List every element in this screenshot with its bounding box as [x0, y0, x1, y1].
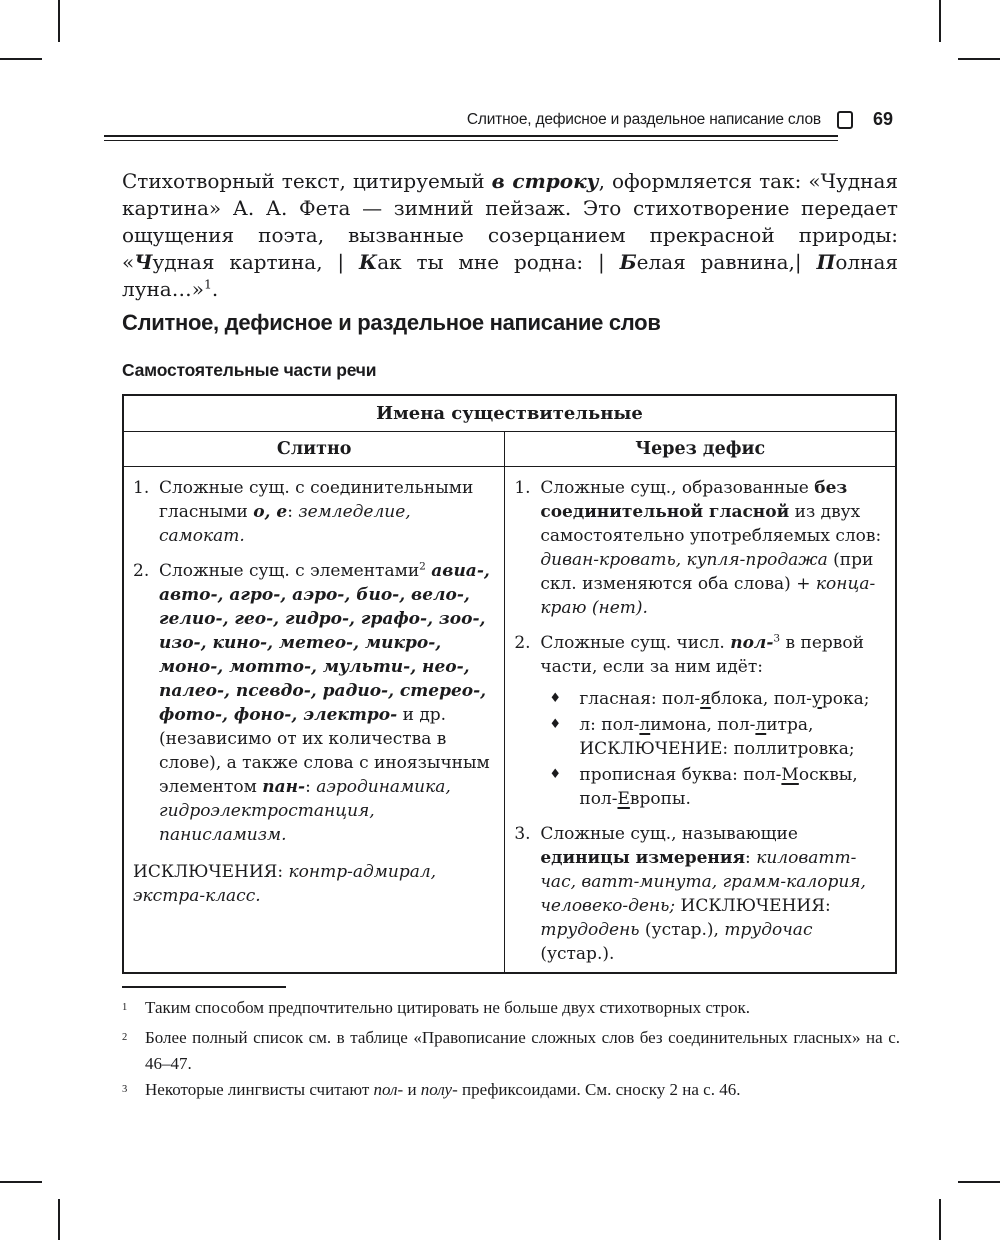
bullet-item	[540, 687, 885, 711]
bullet-text: гласная: пол-яблока, пол-урока;	[579, 689, 870, 709]
footnote-text: Более полный список см. в таблице «Правописание сложных слов без соединительных гласных» на с. 46–47.	[145, 1027, 900, 1073]
page-number: 69	[872, 109, 893, 129]
crop-mark-bottom-right-horizontal	[958, 1181, 1000, 1183]
footnote	[122, 1025, 900, 1077]
footnote-text: Некоторые лингвисты считают пол- и полу- префиксоидами. См. сноску 2 на с. 46.	[145, 1079, 741, 1099]
list-item	[514, 476, 885, 620]
list-item-text: Сложные сущ. с элементами$^2$ авиа-, авто-, агро-, аэро-, био-, вело-, гелио-, гео-, гидро-, графо-, зоо-, изо-, кино-, метео-, микро-, моно-, мотто-, мульти-, нео-, палео-, псевдо-, радио-, стерео-, фото-, фоно-, электро- и др. (независимо от их количества в слове), а также слова с иноязычным элементом пан-: аэродинамика, гидроэлектростанция, панисламизм.	[159, 560, 490, 845]
diamond-bullet-icon: ♦	[549, 767, 562, 782]
list-item-number: 1.	[514, 478, 531, 498]
diamond-bullet-icon: ♦	[549, 691, 562, 706]
cell-cherez-defis	[505, 467, 896, 974]
crop-mark-top-right-horizontal	[958, 58, 1000, 60]
diamond-bullet-icon: ♦	[549, 717, 562, 732]
column-header-slitno: Слитно	[123, 432, 505, 467]
header-rule	[104, 135, 838, 141]
bullet-text: прописная буква: пол-Москвы, пол-Европы.	[579, 765, 858, 809]
footnote-text: Таким способом предпочтительно цитировать не больше двух стихотворных строк.	[145, 998, 751, 1017]
bullet-list	[540, 687, 885, 811]
crop-mark-top-left-horizontal	[0, 58, 42, 60]
table-title: Имена существительные	[123, 395, 896, 432]
list-item-number: 3.	[514, 824, 531, 844]
list-item	[514, 631, 885, 811]
running-head: Слитное, дефисное и раздельное написание слов	[466, 110, 821, 128]
crop-mark-bottom-left-horizontal	[0, 1181, 42, 1183]
footnote-marker: 1	[122, 1002, 128, 1013]
list-item	[133, 559, 494, 847]
nouns-table	[122, 394, 897, 974]
footnote-marker: 2	[122, 1031, 128, 1043]
bullet-item	[540, 763, 885, 811]
intro-paragraph: Стихотворный текст, цитируемый в строку, оформляется так: «Чудная картина» А. А. Фета — зимний пейзаж. Это стихотворение передает ощущения поэта, вызванные созерцанием прекрасной природы: «Чудная картина, | Как ты мне родна: | Белая равнина,| Полная луна…»$^1$.	[122, 169, 898, 301]
list-item-text: Сложные сущ., образованные без соединительной гласной из двух самостоятельно употребляемых слов: диван-кровать, купля-продажа (при скл. изменяются оба слова) + конца-краю (нет).	[540, 478, 882, 618]
footnote-marker: 3	[122, 1083, 128, 1095]
list-item	[133, 476, 494, 548]
column-header-cherez-defis: Через дефис	[505, 432, 896, 467]
footnote	[122, 995, 900, 1025]
list-item-text: Сложные сущ., называющие единицы измерения: киловатт-час, ватт-минута, грамм-калория, человеко-день; ИСКЛЮЧЕНИЯ: трудодень (устар.), трудочас (устар.).	[540, 824, 866, 964]
page-header	[122, 109, 893, 130]
exceptions-note: ИСКЛЮЧЕНИЯ: контр-адмирал, экстра-класс.	[133, 862, 437, 906]
crop-mark-bottom-left-vertical	[58, 1199, 60, 1240]
list-item-text: Сложные сущ. с соединительными гласными о, е: земледелие, самокат.	[159, 478, 474, 546]
footnote-rule	[122, 986, 286, 988]
subsection-heading: Самостоятельные части речи	[122, 360, 377, 380]
list-item-intro: Сложные сущ. числ. пол-$^3$ в первой части, если за ним идёт:	[540, 632, 864, 677]
section-heading: Слитное, дефисное и раздельное написание слов	[122, 310, 661, 335]
bullet-item	[540, 713, 885, 761]
list-item	[514, 822, 885, 966]
crop-mark-top-right-vertical	[939, 0, 941, 42]
nouns-table-wrapper	[122, 394, 897, 974]
footnotes	[122, 995, 900, 1106]
list-item-number: 1.	[133, 478, 150, 498]
list-item-text	[540, 631, 885, 811]
bullet-text: л: пол-лимона, пол-литра, ИСКЛЮЧЕНИЕ: поллитровка;	[579, 715, 855, 759]
crop-mark-top-left-vertical	[58, 0, 60, 42]
chapter-marker-icon	[837, 111, 853, 129]
list-item-number: 2.	[133, 561, 150, 581]
footnote	[122, 1077, 900, 1107]
cell-slitno	[123, 467, 505, 974]
list-item-number: 2.	[514, 633, 531, 653]
crop-mark-bottom-right-vertical	[939, 1199, 941, 1240]
